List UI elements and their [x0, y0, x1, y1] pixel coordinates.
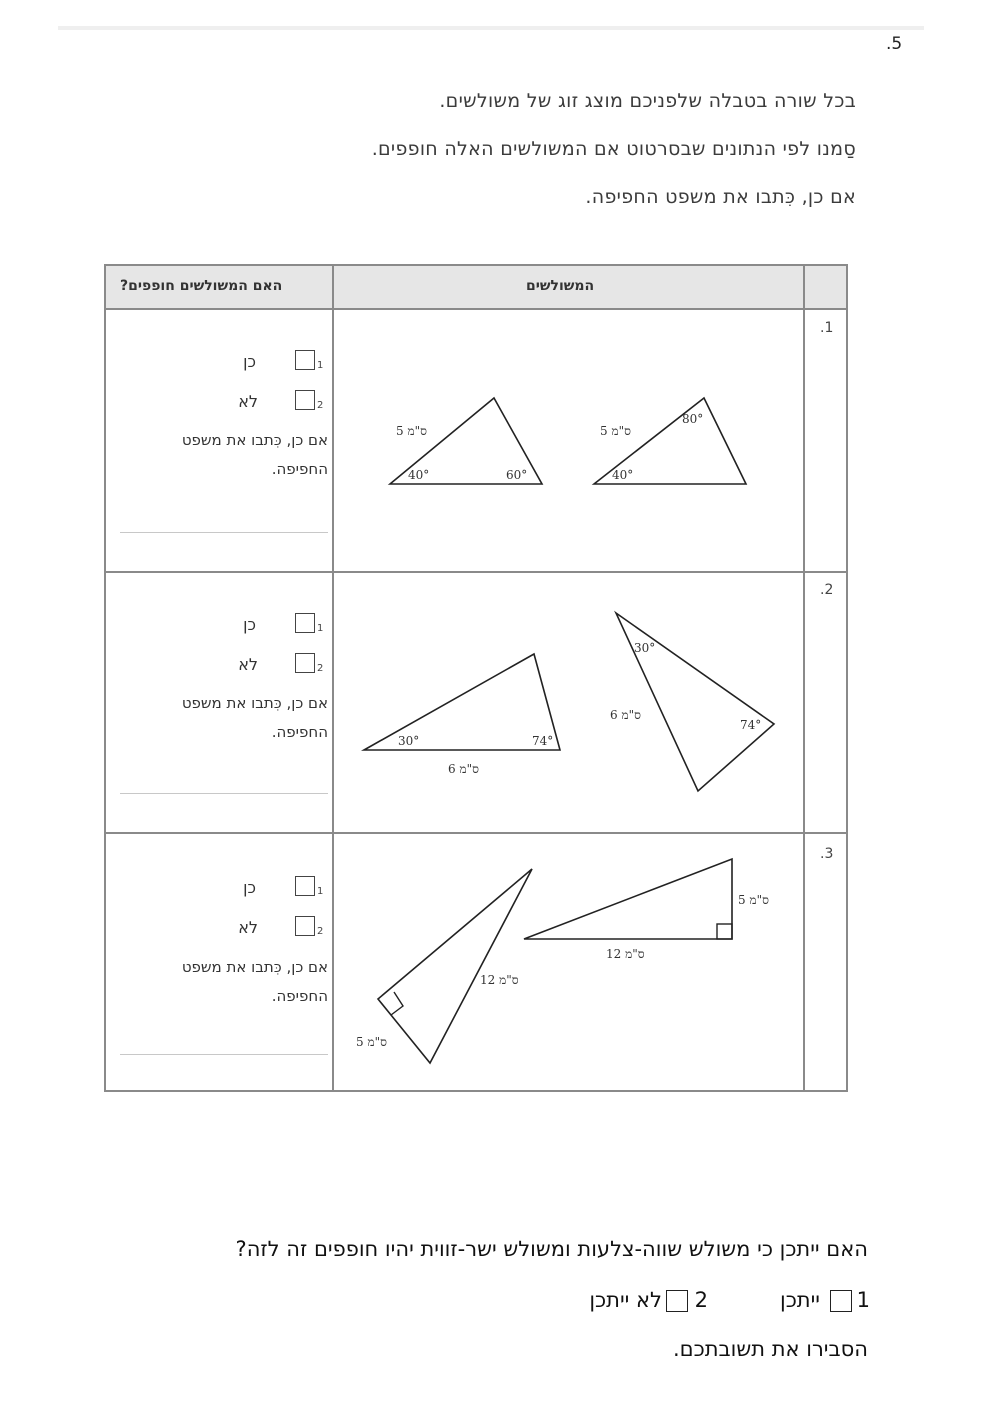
option-1-label: ייתכן	[779, 1288, 820, 1312]
row-3-options	[106, 832, 332, 1090]
right-angle-mark	[391, 992, 403, 1015]
note-line-1: אם כן, כִּתבו את משפט	[181, 694, 328, 712]
row-1-options	[106, 308, 332, 571]
checkbox-number: 2	[317, 663, 324, 674]
triangles-table	[104, 264, 848, 1092]
header-congruent: האם המשולשים חופפים?	[120, 278, 283, 294]
checkbox-number: 2	[317, 400, 324, 411]
option-1-checkbox[interactable]	[830, 1290, 852, 1312]
side-label: 12 ס"מ	[480, 973, 519, 987]
side-label: 5 ס"מ	[356, 1035, 387, 1049]
triangle	[364, 654, 560, 750]
yes-label: כן	[243, 615, 256, 634]
side-label: 12 ס"מ	[606, 947, 645, 961]
intro-line-2: סַמנו לפי הנתונים שבסרטוט אם המשולשים האלה חופפים.	[371, 138, 856, 160]
option-2-checkbox[interactable]	[666, 1290, 688, 1312]
answer-line[interactable]	[120, 1054, 328, 1055]
top-divider	[58, 26, 924, 30]
side-label: 5 ס"מ	[600, 424, 631, 438]
right-angle-mark	[717, 924, 732, 939]
side-label: 5 ס"מ	[396, 424, 427, 438]
note-line-2: החפיפה.	[271, 460, 328, 478]
no-checkbox[interactable]	[295, 916, 315, 936]
yes-checkbox[interactable]	[295, 613, 315, 633]
note-line-2: החפיפה.	[271, 723, 328, 741]
yes-label: כן	[243, 878, 256, 897]
row-number: .2	[820, 582, 834, 598]
row-2-options	[106, 571, 332, 832]
question-2-text: האם ייתכן כי משולש שווה-צלעות ומשולש ישר-זווית יהיו חופפים זה לזה?	[235, 1237, 868, 1261]
answer-line[interactable]	[120, 532, 328, 533]
row-1-triangles	[334, 310, 802, 570]
checkbox-number: 1	[317, 886, 324, 897]
note-line-1: אם כן, כִּתבו את משפט	[181, 431, 328, 449]
answer-line[interactable]	[120, 793, 328, 794]
checkbox-number: 2	[317, 926, 324, 937]
no-label: לא	[238, 392, 258, 411]
angle-label: 40°	[408, 468, 430, 482]
right-triangle	[378, 869, 532, 1063]
yes-label: כן	[243, 352, 256, 371]
angle-label: 80°	[682, 412, 704, 426]
note-line-1: אם כן, כִּתבו את משפט	[181, 958, 328, 976]
angle-label: 74°	[740, 718, 762, 732]
explain-prompt: הסבירו את תשובתכם.	[672, 1337, 868, 1361]
angle-label: 40°	[612, 468, 634, 482]
header-triangles: המשולשים	[526, 278, 595, 294]
angle-label: 30°	[634, 641, 656, 655]
row-3-triangles	[334, 834, 802, 1090]
row-number: .1	[820, 320, 834, 336]
no-checkbox[interactable]	[295, 653, 315, 673]
intro-line-1: בכל שורה בטבלה שלפניכם מוצג זוג של משולשים.	[439, 90, 856, 112]
right-triangle	[524, 859, 732, 939]
angle-label: 30°	[398, 734, 420, 748]
option-2-number: 2	[694, 1288, 708, 1312]
row-number: .3	[820, 846, 834, 862]
angle-label: 60°	[506, 468, 528, 482]
intro-line-3: אם כן, כִּתבו את משפט החפיפה.	[585, 186, 856, 208]
question-number: .5	[886, 34, 903, 54]
row-2-triangles	[334, 573, 802, 831]
yes-checkbox[interactable]	[295, 350, 315, 370]
table-column-divider	[803, 266, 805, 1090]
side-label: 6 ס"מ	[610, 708, 641, 722]
yes-checkbox[interactable]	[295, 876, 315, 896]
side-label: 6 ס"מ	[448, 762, 479, 776]
triangle	[616, 613, 774, 791]
no-label: לא	[238, 918, 258, 937]
no-label: לא	[238, 655, 258, 674]
no-checkbox[interactable]	[295, 390, 315, 410]
checkbox-number: 1	[317, 360, 324, 371]
checkbox-number: 1	[317, 623, 324, 634]
angle-label: 74°	[532, 734, 554, 748]
side-label: 5 ס"מ	[738, 893, 769, 907]
note-line-2: החפיפה.	[271, 987, 328, 1005]
option-1-number: 1	[856, 1288, 870, 1312]
option-2-label: לא ייתכן	[589, 1288, 662, 1312]
